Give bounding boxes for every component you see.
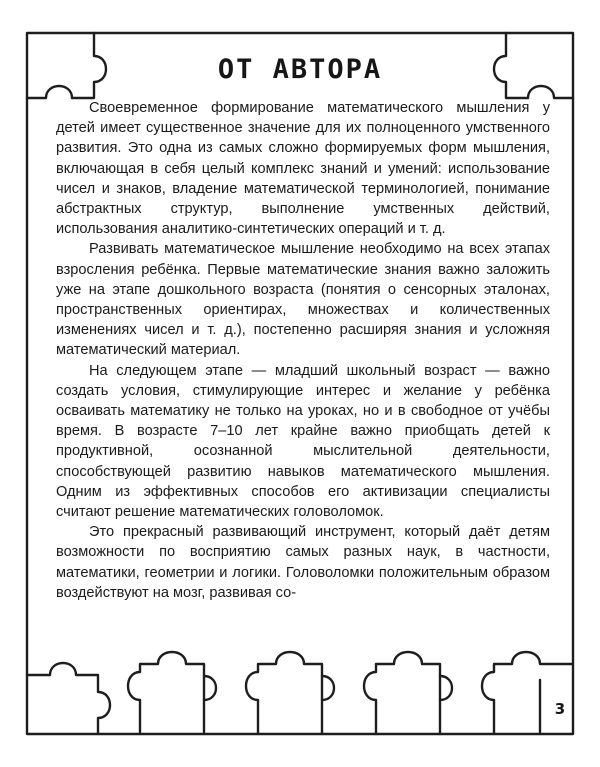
- page-title: ОТ АВТОРА: [217, 54, 383, 85]
- puzzle-piece-bottom-mid: [246, 652, 322, 734]
- puzzle-piece-bottom-right-2: [440, 676, 452, 700]
- paragraph-2: Развивать математическое мышление необходимо на всех этапах взросления ребёнка. Первые математические знания важно заложить уже на этапе дошкольного возраста (понятия о сенсорных эталонах, пространственных ориентирах, множествах и количественных изменениях чисел и т. д.), постепенно расширяя знания и усложняя математический материал.: [56, 241, 550, 359]
- puzzle-strip-bottom-2: [204, 676, 216, 700]
- paragraph-4: Это прекрасный развивающий инструмент, который даёт детям возможности по восприятию самых разных наук, в частности, математики, геометрии и логики. Головоломки положительным образом воздействуют на мозг, развивая со-: [56, 524, 550, 601]
- puzzle-strip-bottom: [128, 652, 204, 734]
- puzzle-piece-bottom-corner: [482, 652, 573, 734]
- page-number: 3: [554, 700, 566, 718]
- article-body: [56, 98, 550, 603]
- puzzle-piece-bottom-right: [364, 652, 440, 734]
- puzzle-piece-bottom-center: [322, 676, 334, 700]
- paragraph-3: На следующем этапе — младший школьный возраст — важно создать условия, стимулирующие интерес и желание у ребёнка осваивать математику не только на уроках, но и в свободное от учёбы время. В возрасте 7–10 лет крайне важно приобщать детей к продуктивной, осознанной мыслительной деятельности, способствующей развитию навыков математического мышления. Одним из эффективных способов его активизации специалисты считают решение математических головоломок.: [56, 362, 550, 521]
- puzzle-piece-left-bottom: [27, 663, 110, 734]
- paragraph-1: Своевременное формирование математического мышления у детей имеет существенное значение для их полноценного умственного развития. Это одна из самых сложно формируемых форм мышления, включающая в себя целый комплекс знаний и умений: использование чисел и знаков, владение математической терминологией, понимание абстрактных структур, выполнение умственных действий, использования аналитико-синтетических операций и т. д.: [56, 100, 550, 238]
